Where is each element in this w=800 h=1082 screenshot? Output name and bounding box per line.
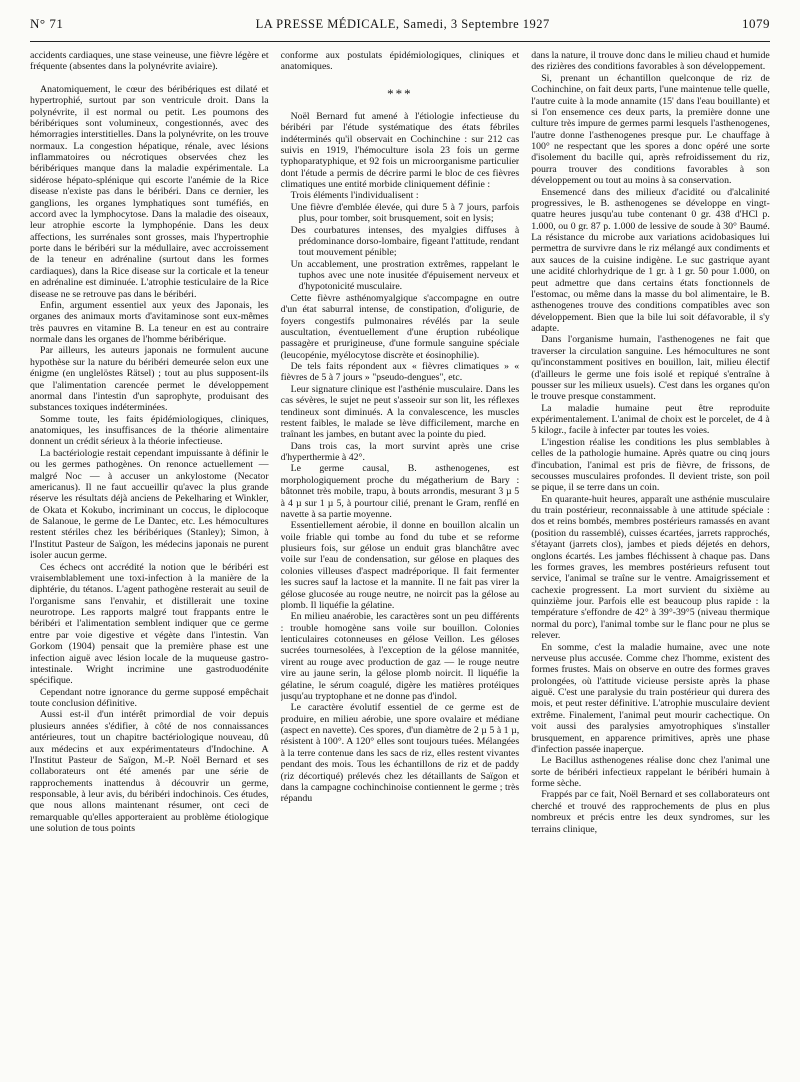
paragraph: Anatomiquement, le cœur des béribériques est dilaté et hypertrophié, surtout par son ventricule droit. Dans la polynévrite, il est normal ou petit. Les poumons des béribériques sont volumineux, congestionnés, avec des hémorragies interstitielles. Dans la polynévrite, on les trouve normaux. La congestion hépatique, rénale, avec lésions inflammatoires ou nécrotiques observées chez les béribériques manque dans la maladie expérimentale. La sidérose hépato-splénique qui escorte l'anémie de la Rice disease n'existe pas dans le béribéri. Dans ce dernier, les ganglions, les organes lymphatiques sont tuméfiés, en accord avec la lymphocytose. Dans la maladie des oiseaux, leur atrophie escorte la lymphopénie. Dans les deux affections, les surrénales sont grosses, mais l'hypertrophie porte dans le béribéri sur la médullaire, avec accroissement de la teneur en adrénaline (surtout dans les formes cardiaques), dans la Rice disease sur la corticale et la teneur en adrénaline est diminuée. L'atrophie testiculaire de la Rice disease ne se retrouve pas dans le béribéri. — [30, 83, 269, 300]
journal-title: LA PRESSE MÉDICALE, Samedi, 3 Septembre 1927 — [255, 17, 550, 31]
paragraph: Aussi est-il d'un intérêt primordial de voir depuis plusieurs années s'édifier, à côté de nos connaissances antérieures, tout un chapitre bactériologique nouveau, dû aux médecins et aux expérimentateurs d'Indochine. A l'Institut Pasteur de Saïgon, M.-P. Noël Bernard et ses collaborateurs ont été amenés par une série de rapprochements inattendus à découvrir un germe, responsable, à leur avis, du béribéri indochinois. Ces études, que nous allons maintenant résumer, ont ceci de remarquable qu'elles apporteraient au problème étiologique une solution de tous points — [30, 709, 269, 835]
paragraph: La maladie humaine peut être reproduite expérimentalement. L'animal de choix est le porcelet, de 4 à 5 kilogr., facile à infecter par toutes les voies. — [531, 402, 770, 437]
paragraph: Le Bacillus asthenogenes réalise donc chez l'animal une sorte de béribéri infectieux rappelant le béribéri humain à forme sèche. — [531, 755, 770, 789]
list-item: Des courbatures intenses, des myalgies diffuses à prédominance dorso-lombaire, figeant l'attitude, rendant tout mouvement pénible; — [290, 224, 520, 259]
list-item: Un accablement, une prostration extrêmes, rappelant le tuphos avec une note inusitée d'épuisement nerveux et d'hypotonicité musculaire. — [290, 258, 520, 293]
list-heading: Trois éléments l'individualisent : — [290, 190, 419, 202]
paragraph: Noël Bernard fut amené à l'étiologie infectieuse du béribéri par l'étude systématique des états fébriles indéterminés qu'il observait en Cochinchine : sur 212 cas suivis en 1919, l'hémoculture isola 23 fois un germe typhoparatyphique, et 92 fois un microorganisme particulier dont l'étude a permis de décrire parmi le bloc de ces fièvres climatiques une entité morbide cliniquement définie : — [280, 110, 520, 190]
paragraph: Ces échecs ont accrédité la notion que le béribéri est vraisemblablement une toxi-infection à la manière de la diphtérie, du tétanos. L'agent pathogène resterait au seuil de l'organisme sans l'envahir, et distillerait une toxine neurotrope. Les rapports malgré tout frappants entre le béribéri et l'alimentation semblent indiquer que ce germe entre par voie digestive et végète dans l'intestin. Van Gorkom (1904) pensait que la première phase est une infection aiguë avec lésion locale de la muqueuse gastro-intestinale. Wright incrimine une gastroduodénite spécifique. — [30, 561, 269, 687]
paragraph: L'ingestion réalise les conditions les plus semblables à celles de la pathologie humaine. Après quatre ou cinq jours d'incubation, l'animal est pris de fièvre, de frissons, de secousses musculaires profondes. Il devient triste, son poil se pique, il se terre dans un coin. — [531, 436, 770, 494]
column-2 — [281, 50, 520, 1074]
list-item: Une fièvre d'emblée élevée, qui dure 5 à 7 jours, parfois plus, pour tomber, soit brusquement, soit en lysis; — [290, 201, 520, 225]
paragraph: Le caractère évolutif essentiel de ce germe est de produire, en milieu aérobie, une spore ovalaire et médiane (aspect en navette). Ces spores, d'un diamètre de 2 µ 5 à 1 µ, résistent à 100°. A 120° elles sont toujours tuées. Mélangées à la terre contenue dans les sacs de riz, elles restent vivantes pendant des mois. Tous les échantillons de riz et de paddy (riz décortiqué) prélevés chez les détaillants de Saïgon et dans la campagne cochinchinoise contiennent le germe ; très répandu — [280, 702, 520, 805]
column-3 — [531, 50, 770, 1074]
paragraph: Ensemencé dans des milieux d'acidité ou d'alcalinité progressives, le B. asthenogenes se développe en vingt-quatre heures jusqu'au tube contenant 0 gr. 438 d'HCl p. 1.000, ou 0 gr. 87 p. 1.000 de lessive de soude à 30° Baumé. La résistance du microbe aux variations acidobasiques lui permettra de survivre dans le riz mélangé aux condiments et aux sauces de la cuisine indigène. Le suc gastrique ayant une acidité chlorhydrique de 1 gr. à 1 gr. 50 pour 1.000, on peut admettre que dans certains états fonctionnels de l'estomac, ou même dans la masse du bol alimentaire, le B. asthenogenes trouve des conditions compatibles avec son développement. Bien que la bile lui soit défavorable, il s'y adapte. — [531, 186, 770, 334]
paragraph: Essentiellement aérobie, il donne en bouillon alcalin un voile friable qui tombe au fond du tube et se reforme plusieurs fois, sur gélose un enduit gras blanchâtre avec voile sur l'eau de condensation, sur gélose en plaques des colonies villeuses d'aspect madréporique. Il fait fermenter les sucres sauf la lactose et la mannite. Il ne fait pas virer la gélose glucosée au rouge neutre, ne noircit pas la gélose au plomb. Il liquéfie la gélatine. — [280, 520, 520, 611]
page-number: 1079 — [742, 16, 770, 31]
paragraph: De tels faits répondent aux « fièvres climatiques » « fièvres de 5 à 7 jours » "pseudo-dengues", etc. — [280, 361, 520, 384]
column-1 — [30, 50, 269, 1074]
paragraph: Leur signature clinique est l'asthénie musculaire. Dans les cas sévères, le sujet ne peut s'asseoir sur son lit, les réflexes tendineux sont diminués. A la convalescence, les muscles restent faibles, le malade se lève difficilement, marche en traînant les jambes, en butant avec la pointe du pied. — [280, 383, 520, 441]
paragraph: Dans l'organisme humain, l'asthenogenes ne fait que traverser la circulation sanguine. Les hémocultures ne sont qu'inconstamment positives en bouillon, lait, milieu électif (d'ailleurs le germe une fois isolé et repiqué s'entraîne à pousser sur les milieux usuels). C'est dans les organes qu'on le trouve presque constamment. — [531, 334, 770, 403]
running-header — [30, 16, 770, 38]
paragraph: Par ailleurs, les auteurs japonais ne formulent aucune hypothèse sur la nature du béribéri demeurée selon eux une énigme (en unglelöstes Rätsel) ; tout au plus supposent-ils que l'alimentation carencée permet le développement anormal dans l'intestin d'un saprophyte, produisant des substances toxiques indéterminées. — [30, 345, 269, 414]
paragraph: Frappés par ce fait, Noël Bernard et ses collaborateurs ont cherché et trouvé des rapprochements de plus en plus nombreux et précis entre les deux syndromes, sur les terrains clinique, — [531, 789, 770, 835]
text-columns — [30, 50, 770, 1074]
paragraph: Le germe causal, B. asthenogenes, est morphologiquement proche du mégatherium de Bary : bâtonnet très mobile, trapu, à bouts arrondis, mesurant 3 µ 5 à 4 µ sur 1 µ 5, à pourtour cilié, prenant le Gram, renflé en navette à sa partie moyenne. — [280, 463, 520, 520]
paragraph: Dans trois cas, la mort survint après une crise d'hyperthermie à 42°. — [280, 440, 520, 463]
paragraph: Cette fièvre asthénomyalgique s'accompagne en outre d'un état saburral intense, de constipation, d'oligurie, de foyers congestifs pulmonaires révélés par la seule auscultation, éventuellement d'une éruption rubéolique passagère et prurigineuse, d'une formule sanguine spéciale (leucopénie, myélocytose discrète et éosinophilie). — [280, 292, 520, 361]
paragraph: Somme toute, les faits épidémiologiques, cliniques, anatomiques, les insuffisances de la théorie alimentaire donnent un crédit sérieux à la théorie infectieuse. — [30, 413, 269, 448]
paragraph: Si, prenant un échantillon quelconque de riz de Cochinchine, on fait deux parts, l'une maintenue telle quelle, l'autre cuite à la mode annamite (15' dans l'eau bouillante) et si l'on ensemence ces deux parts, la première donne une culture très impure de germes parmi lesquels l'asthenogenes, l'autre donne l'asthenogenes presque pur. Le chauffage à 100° ne respectant que les spores a donc opéré une sorte d'isolement du bacille qui, après refroidissement du riz, pourra trouver des conditions favorables à son développement ou tout au moins à sa conservation. — [531, 72, 770, 187]
paragraph: La bactériologie restait cependant impuissante à définir le ou les germes pathogènes. On renonce actuellement — malgré Noc — à accuser un ankylostome (Necator americanus). Il ne faut accueillir qu'avec la plus grande réserve les résultats déjà anciens de Pekelharing et Winkler, de Okata et Kokubo, incriminant un coccus, le diplocoque de Salanoue, le germe de Le Dantec, etc. Les hémocultures restent stériles chez les béribériques (Stanley); Simon, à l'Institut Pasteur de Saïgon, les médecins japonais ne purent isoler aucun germe. — [30, 447, 269, 562]
issue-number: N° 71 — [30, 16, 64, 31]
paragraph: dans la nature, il trouve donc dans le milieu chaud et humide des rizières des conditions favorables à son développement. — [531, 50, 770, 73]
paragraph: accidents cardiaques, une stase veineuse, une fièvre légère et fréquente (absentes dans la polynévrite aviaire). — [30, 50, 269, 73]
section-break-asterisks: *** — [387, 85, 413, 101]
symptom-list — [281, 202, 520, 293]
paragraph: Cependant notre ignorance du germe supposé empêchait toute conclusion définitive. — [30, 686, 269, 709]
paragraph: En milieu anaérobie, les caractères sont un peu différents : trouble homogène sans voile sur bouillon. Colonies lenticulaires cotonneuses en gélose Veillon. Les géloses sucrées tournesolées, à l'exception de la gélose mannitée, virent au rouge avec production de gaz — le rouge neutre vire au jaune serin, la gélose plomb noircit. Il liquéfie la gélatine, le sérum coagulé, digère les matières protéiques jusqu'au tryptophane et ne donne pas d'indol. — [280, 611, 520, 702]
paragraph: conforme aux postulats épidémiologiques, cliniques et anatomiques. — [280, 50, 520, 73]
paragraph: En quarante-huit heures, apparaît une asthénie musculaire du train postérieur, reconnaissable à une attitude spéciale : dos et reins bombés, membres postérieurs ramassés en avant (position du rassemblé), cuisses écartées, jarrets rapprochés, s'étayant (jarrets clos), jambes et pieds déjetés en dehors, onglons écartés. Les jambes fléchissent à chaque pas. Dans les formes graves, les membres postérieurs refusent tout service, l'animal se traîne sur le ventre. Amaigrissement et cachexie progressent. La mort survient du sixième au quinzième jour. Parfois elle est beaucoup plus rapide : la température s'effondre de 42° à 39°-39°5 (niveau thermique normal du porc), l'animal tombe sur le flanc pour ne plus se relever. — [531, 493, 770, 642]
paragraph: En somme, c'est la maladie humaine, avec une note nerveuse plus accusée. Comme chez l'homme, existent des formes frustes. Mais on observe en outre des formes graves prolongées, où l'attitude vicieuse persiste après la phase aiguë. C'est une paralysie du train postérieur qui durera des mois, et peut rester définitive. L'atrophie musculaire devient extrême. Finalement, l'animal peut mourir cachectique. On voit aussi des paralysies amyotrophiques s'installer brusquement, en apparence primitives, après une phase d'infection passée inaperçue. — [531, 641, 770, 755]
paragraph: Enfin, argument essentiel aux yeux des Japonais, les organes des animaux morts d'avitaminose sont eux-mêmes très pauvres en vitamine B. La teneur en est au contraire normale dans les organes de l'homme béribérique. — [30, 299, 269, 345]
header-rule — [30, 41, 770, 42]
